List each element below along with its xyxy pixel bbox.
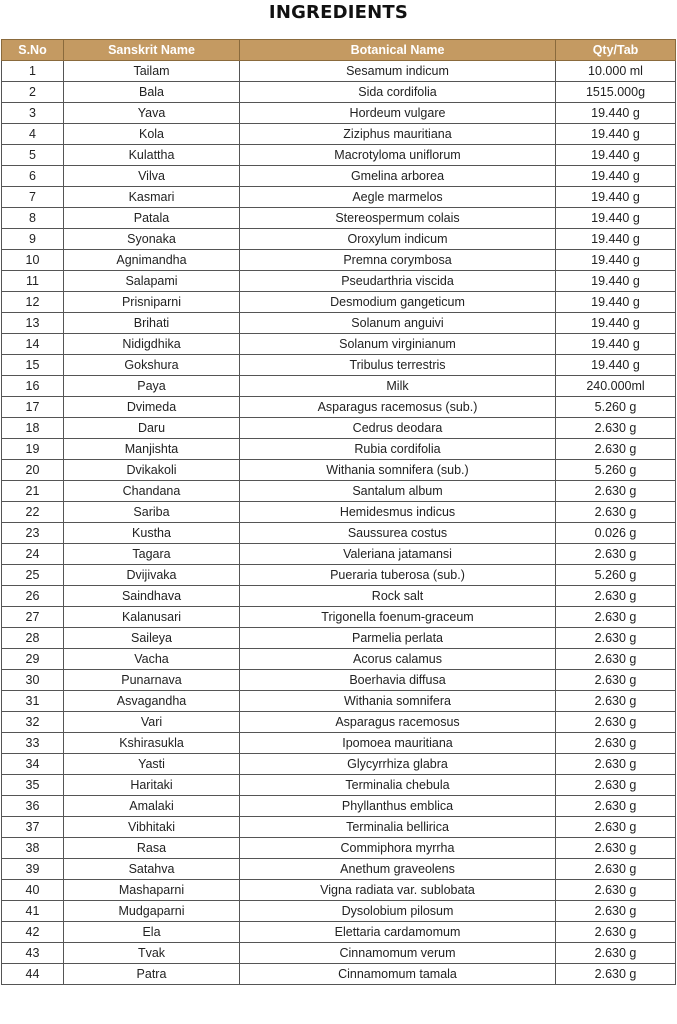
header-qty-tab: Qty/Tab — [556, 40, 676, 61]
cell-qty: 2.630 g — [556, 418, 676, 439]
cell-botanical-name: Desmodium gangeticum — [240, 292, 556, 313]
cell-sno: 15 — [2, 355, 64, 376]
cell-botanical-name: Withania somnifera (sub.) — [240, 460, 556, 481]
cell-botanical-name: Glycyrrhiza glabra — [240, 754, 556, 775]
cell-sno: 1 — [2, 61, 64, 82]
cell-sanskrit-name: Amalaki — [64, 796, 240, 817]
cell-qty: 19.440 g — [556, 313, 676, 334]
cell-sanskrit-name: Bala — [64, 82, 240, 103]
cell-qty: 2.630 g — [556, 628, 676, 649]
cell-sanskrit-name: Kulattha — [64, 145, 240, 166]
ingredients-table — [1, 39, 676, 985]
cell-botanical-name: Cinnamomum verum — [240, 943, 556, 964]
cell-qty: 2.630 g — [556, 670, 676, 691]
cell-botanical-name: Terminalia chebula — [240, 775, 556, 796]
cell-sanskrit-name: Kasmari — [64, 187, 240, 208]
table-row — [2, 481, 676, 502]
cell-sanskrit-name: Manjishta — [64, 439, 240, 460]
cell-sno: 38 — [2, 838, 64, 859]
cell-sanskrit-name: Chandana — [64, 481, 240, 502]
cell-qty: 2.630 g — [556, 964, 676, 985]
table-row — [2, 460, 676, 481]
cell-botanical-name: Sida cordifolia — [240, 82, 556, 103]
cell-botanical-name: Hemidesmus indicus — [240, 502, 556, 523]
cell-sanskrit-name: Dvimeda — [64, 397, 240, 418]
table-row — [2, 754, 676, 775]
cell-qty: 19.440 g — [556, 208, 676, 229]
cell-botanical-name: Sesamum indicum — [240, 61, 556, 82]
cell-sanskrit-name: Vari — [64, 712, 240, 733]
cell-botanical-name: Trigonella foenum-graceum — [240, 607, 556, 628]
cell-qty: 2.630 g — [556, 880, 676, 901]
cell-sanskrit-name: Ela — [64, 922, 240, 943]
cell-sanskrit-name: Asvagandha — [64, 691, 240, 712]
table-row — [2, 292, 676, 313]
cell-sno: 36 — [2, 796, 64, 817]
cell-sno: 17 — [2, 397, 64, 418]
cell-sanskrit-name: Tailam — [64, 61, 240, 82]
cell-botanical-name: Aegle marmelos — [240, 187, 556, 208]
cell-botanical-name: Elettaria cardamomum — [240, 922, 556, 943]
table-row — [2, 187, 676, 208]
cell-botanical-name: Terminalia bellirica — [240, 817, 556, 838]
cell-qty: 2.630 g — [556, 817, 676, 838]
cell-qty: 2.630 g — [556, 502, 676, 523]
cell-sno: 10 — [2, 250, 64, 271]
table-row — [2, 565, 676, 586]
cell-botanical-name: Solanum anguivi — [240, 313, 556, 334]
cell-botanical-name: Santalum album — [240, 481, 556, 502]
cell-sanskrit-name: Gokshura — [64, 355, 240, 376]
table-row — [2, 670, 676, 691]
table-row — [2, 796, 676, 817]
cell-sno: 12 — [2, 292, 64, 313]
cell-qty: 2.630 g — [556, 691, 676, 712]
table-row — [2, 922, 676, 943]
cell-qty: 0.026 g — [556, 523, 676, 544]
table-row — [2, 229, 676, 250]
cell-sno: 8 — [2, 208, 64, 229]
cell-sanskrit-name: Vibhitaki — [64, 817, 240, 838]
table-row — [2, 880, 676, 901]
cell-sanskrit-name: Dvijivaka — [64, 565, 240, 586]
cell-sanskrit-name: Daru — [64, 418, 240, 439]
cell-botanical-name: Valeriana jatamansi — [240, 544, 556, 565]
cell-qty: 2.630 g — [556, 586, 676, 607]
table-row — [2, 733, 676, 754]
table-row — [2, 82, 676, 103]
cell-sno: 14 — [2, 334, 64, 355]
cell-qty: 2.630 g — [556, 481, 676, 502]
cell-sanskrit-name: Punarnava — [64, 670, 240, 691]
cell-sno: 13 — [2, 313, 64, 334]
cell-qty: 2.630 g — [556, 796, 676, 817]
table-row — [2, 355, 676, 376]
cell-sno: 16 — [2, 376, 64, 397]
table-row — [2, 817, 676, 838]
cell-botanical-name: Milk — [240, 376, 556, 397]
cell-botanical-name: Boerhavia diffusa — [240, 670, 556, 691]
cell-sno: 30 — [2, 670, 64, 691]
cell-sanskrit-name: Satahva — [64, 859, 240, 880]
cell-sno: 39 — [2, 859, 64, 880]
cell-sno: 22 — [2, 502, 64, 523]
cell-sno: 18 — [2, 418, 64, 439]
cell-sanskrit-name: Brihati — [64, 313, 240, 334]
cell-botanical-name: Solanum virginianum — [240, 334, 556, 355]
cell-qty: 5.260 g — [556, 460, 676, 481]
table-row — [2, 502, 676, 523]
table-body — [2, 61, 676, 985]
cell-sanskrit-name: Mashaparni — [64, 880, 240, 901]
cell-sno: 33 — [2, 733, 64, 754]
cell-qty: 19.440 g — [556, 271, 676, 292]
cell-qty: 2.630 g — [556, 922, 676, 943]
cell-sanskrit-name: Agnimandha — [64, 250, 240, 271]
cell-sno: 29 — [2, 649, 64, 670]
cell-botanical-name: Dysolobium pilosum — [240, 901, 556, 922]
cell-qty: 2.630 g — [556, 901, 676, 922]
table-row — [2, 103, 676, 124]
table-header-row — [2, 40, 676, 61]
cell-qty: 19.440 g — [556, 187, 676, 208]
cell-sanskrit-name: Vacha — [64, 649, 240, 670]
cell-qty: 2.630 g — [556, 859, 676, 880]
cell-sanskrit-name: Paya — [64, 376, 240, 397]
cell-qty: 2.630 g — [556, 733, 676, 754]
cell-sanskrit-name: Kalanusari — [64, 607, 240, 628]
cell-qty: 19.440 g — [556, 103, 676, 124]
cell-botanical-name: Macrotyloma uniflorum — [240, 145, 556, 166]
cell-botanical-name: Hordeum vulgare — [240, 103, 556, 124]
cell-sanskrit-name: Yasti — [64, 754, 240, 775]
table-row — [2, 166, 676, 187]
cell-qty: 2.630 g — [556, 607, 676, 628]
cell-botanical-name: Withania somnifera — [240, 691, 556, 712]
cell-sno: 27 — [2, 607, 64, 628]
header-sanskrit-name: Sanskrit Name — [64, 40, 240, 61]
cell-botanical-name: Commiphora myrrha — [240, 838, 556, 859]
cell-qty: 2.630 g — [556, 943, 676, 964]
cell-sno: 3 — [2, 103, 64, 124]
cell-botanical-name: Saussurea costus — [240, 523, 556, 544]
cell-botanical-name: Pueraria tuberosa (sub.) — [240, 565, 556, 586]
cell-botanical-name: Phyllanthus emblica — [240, 796, 556, 817]
cell-sanskrit-name: Dvikakoli — [64, 460, 240, 481]
table-row — [2, 607, 676, 628]
cell-qty: 19.440 g — [556, 292, 676, 313]
table-row — [2, 859, 676, 880]
cell-sno: 21 — [2, 481, 64, 502]
cell-sanskrit-name: Sariba — [64, 502, 240, 523]
cell-botanical-name: Anethum graveolens — [240, 859, 556, 880]
cell-qty: 19.440 g — [556, 145, 676, 166]
table-row — [2, 943, 676, 964]
table-row — [2, 544, 676, 565]
cell-sanskrit-name: Patala — [64, 208, 240, 229]
cell-qty: 19.440 g — [556, 229, 676, 250]
cell-botanical-name: Parmelia perlata — [240, 628, 556, 649]
cell-sno: 26 — [2, 586, 64, 607]
table-row — [2, 250, 676, 271]
cell-sanskrit-name: Patra — [64, 964, 240, 985]
cell-sno: 28 — [2, 628, 64, 649]
cell-sanskrit-name: Prisniparni — [64, 292, 240, 313]
cell-sno: 24 — [2, 544, 64, 565]
cell-sno: 31 — [2, 691, 64, 712]
cell-botanical-name: Ipomoea mauritiana — [240, 733, 556, 754]
cell-qty: 19.440 g — [556, 355, 676, 376]
table-row — [2, 691, 676, 712]
cell-qty: 2.630 g — [556, 754, 676, 775]
cell-sno: 11 — [2, 271, 64, 292]
table-row — [2, 628, 676, 649]
cell-botanical-name: Cedrus deodara — [240, 418, 556, 439]
cell-sno: 37 — [2, 817, 64, 838]
cell-sanskrit-name: Mudgaparni — [64, 901, 240, 922]
cell-botanical-name: Tribulus terrestris — [240, 355, 556, 376]
table-row — [2, 418, 676, 439]
table-row — [2, 901, 676, 922]
cell-qty: 2.630 g — [556, 649, 676, 670]
header-sno: S.No — [2, 40, 64, 61]
cell-sno: 34 — [2, 754, 64, 775]
cell-qty: 1515.000g — [556, 82, 676, 103]
cell-sanskrit-name: Saindhava — [64, 586, 240, 607]
table-row — [2, 145, 676, 166]
cell-botanical-name: Oroxylum indicum — [240, 229, 556, 250]
cell-sno: 6 — [2, 166, 64, 187]
table-row — [2, 439, 676, 460]
cell-sanskrit-name: Salapami — [64, 271, 240, 292]
table-row — [2, 313, 676, 334]
table-row — [2, 397, 676, 418]
cell-sanskrit-name: Syonaka — [64, 229, 240, 250]
cell-sanskrit-name: Saileya — [64, 628, 240, 649]
cell-qty: 2.630 g — [556, 712, 676, 733]
cell-qty: 2.630 g — [556, 838, 676, 859]
cell-sanskrit-name: Kshirasukla — [64, 733, 240, 754]
cell-sno: 4 — [2, 124, 64, 145]
table-row — [2, 61, 676, 82]
header-botanical-name: Botanical Name — [240, 40, 556, 61]
cell-qty: 2.630 g — [556, 544, 676, 565]
cell-botanical-name: Acorus calamus — [240, 649, 556, 670]
table-row — [2, 208, 676, 229]
cell-qty: 240.000ml — [556, 376, 676, 397]
cell-botanical-name: Rubia cordifolia — [240, 439, 556, 460]
cell-botanical-name: Asparagus racemosus — [240, 712, 556, 733]
cell-botanical-name: Gmelina arborea — [240, 166, 556, 187]
cell-qty: 2.630 g — [556, 439, 676, 460]
cell-sanskrit-name: Tvak — [64, 943, 240, 964]
cell-sanskrit-name: Rasa — [64, 838, 240, 859]
cell-sanskrit-name: Yava — [64, 103, 240, 124]
cell-qty: 19.440 g — [556, 250, 676, 271]
table-row — [2, 838, 676, 859]
table-row — [2, 649, 676, 670]
cell-sno: 41 — [2, 901, 64, 922]
cell-qty: 5.260 g — [556, 565, 676, 586]
table-row — [2, 964, 676, 985]
cell-botanical-name: Cinnamomum tamala — [240, 964, 556, 985]
cell-sanskrit-name: Kola — [64, 124, 240, 145]
cell-qty: 2.630 g — [556, 775, 676, 796]
cell-sanskrit-name: Haritaki — [64, 775, 240, 796]
table-row — [2, 124, 676, 145]
page-title: INGREDIENTS — [268, 2, 409, 23]
table-row — [2, 775, 676, 796]
cell-qty: 10.000 ml — [556, 61, 676, 82]
cell-sno: 23 — [2, 523, 64, 544]
table-row — [2, 586, 676, 607]
cell-botanical-name: Stereospermum colais — [240, 208, 556, 229]
cell-qty: 19.440 g — [556, 334, 676, 355]
cell-botanical-name: Ziziphus mauritiana — [240, 124, 556, 145]
cell-botanical-name: Pseudarthria viscida — [240, 271, 556, 292]
cell-sno: 19 — [2, 439, 64, 460]
cell-sno: 7 — [2, 187, 64, 208]
cell-sno: 43 — [2, 943, 64, 964]
table-row — [2, 376, 676, 397]
cell-botanical-name: Vigna radiata var. sublobata — [240, 880, 556, 901]
cell-sno: 35 — [2, 775, 64, 796]
cell-sanskrit-name: Vilva — [64, 166, 240, 187]
cell-sno: 44 — [2, 964, 64, 985]
cell-qty: 19.440 g — [556, 124, 676, 145]
table-row — [2, 712, 676, 733]
cell-sno: 32 — [2, 712, 64, 733]
cell-sno: 5 — [2, 145, 64, 166]
cell-sno: 25 — [2, 565, 64, 586]
cell-botanical-name: Rock salt — [240, 586, 556, 607]
cell-botanical-name: Asparagus racemosus (sub.) — [240, 397, 556, 418]
cell-sno: 42 — [2, 922, 64, 943]
cell-sno: 9 — [2, 229, 64, 250]
cell-sno: 40 — [2, 880, 64, 901]
cell-qty: 19.440 g — [556, 166, 676, 187]
cell-sanskrit-name: Tagara — [64, 544, 240, 565]
table-row — [2, 523, 676, 544]
table-row — [2, 334, 676, 355]
table-row — [2, 271, 676, 292]
cell-sanskrit-name: Kustha — [64, 523, 240, 544]
cell-sanskrit-name: Nidigdhika — [64, 334, 240, 355]
cell-botanical-name: Premna corymbosa — [240, 250, 556, 271]
cell-sno: 20 — [2, 460, 64, 481]
cell-sno: 2 — [2, 82, 64, 103]
cell-qty: 5.260 g — [556, 397, 676, 418]
